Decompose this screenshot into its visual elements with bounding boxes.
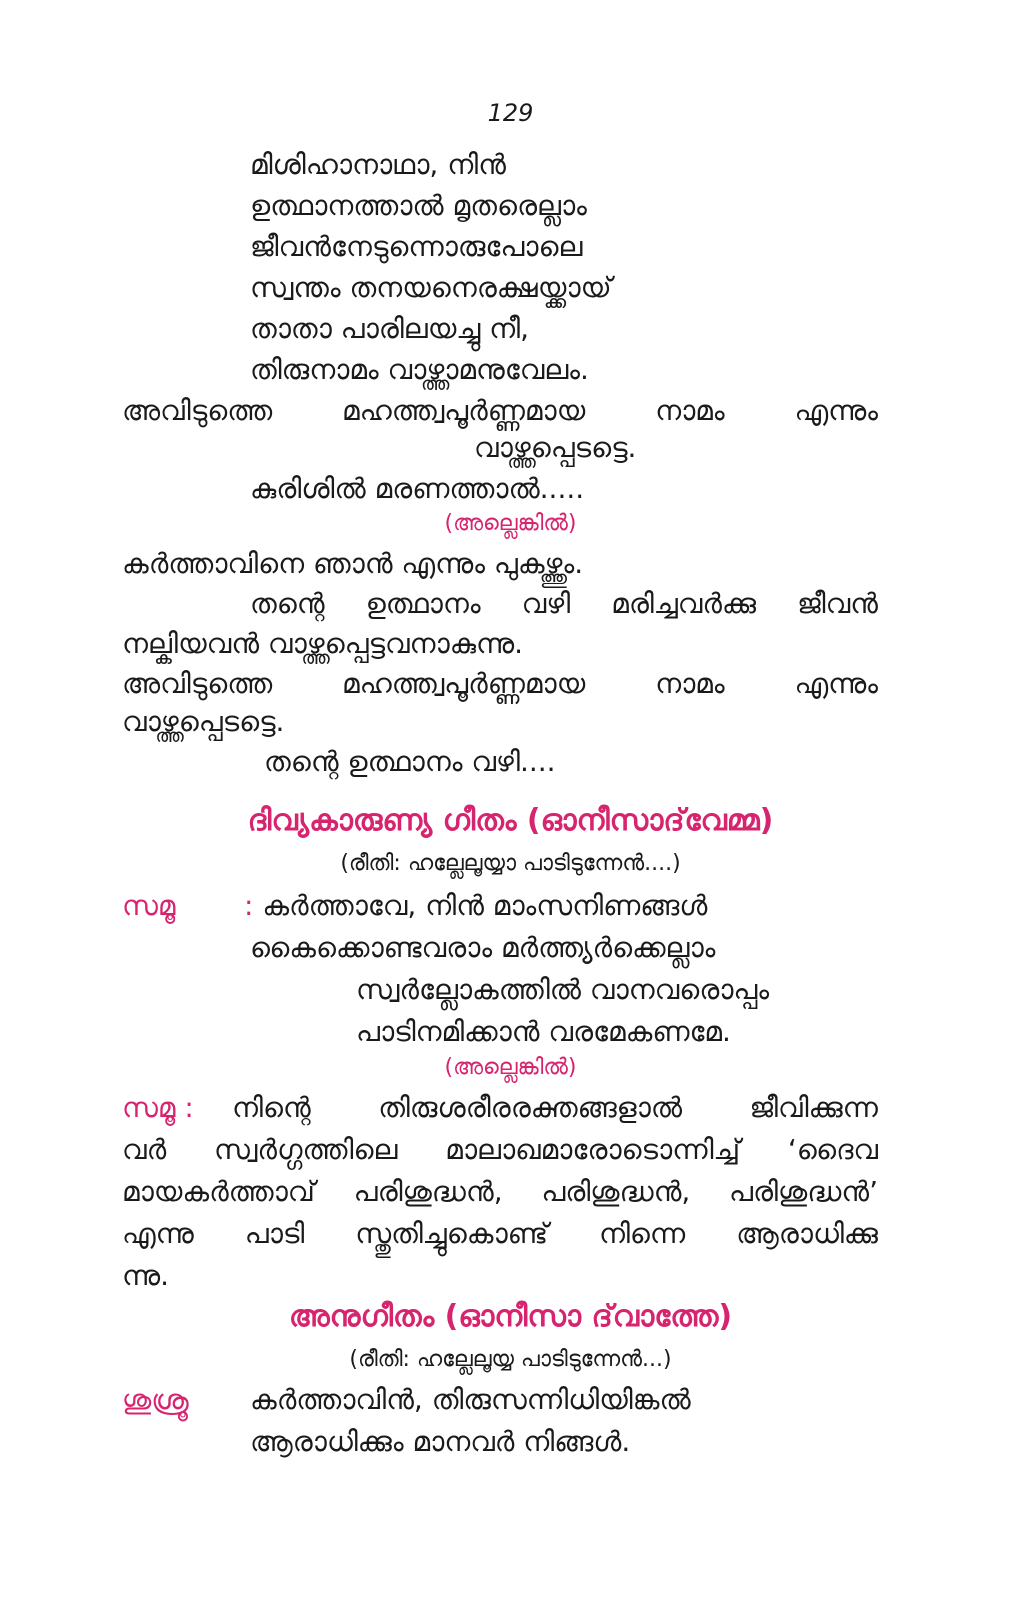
stanza1-line-3: ജീവൻനേടുന്നൊരുപോലെ [250,230,583,263]
stanza1-line-2: ഉത്ഥാനത്താൽ മൃതരെല്ലാം [250,189,587,222]
samu1-colon: : [244,889,254,922]
alt-line-4: അവിടുത്തെ മഹത്ത്വപൂർണ്ണമായ നാമം എന്നും [122,667,878,700]
shushru-line-1: കർത്താവിൻ, തിരുസന്നിധിയിങ്കൽ [250,1383,691,1416]
alt-line-1: കർത്താവിനെ ഞാൻ എന്നും പുകഴ്ത്തും. [122,547,584,580]
samu-label-1: സമൂ [122,889,176,922]
samu1-line-4: പാടിനമിക്കാൻ വരമേകണമേ. [356,1015,731,1048]
stanza1-line-5: താതാ പാരിലയച്ചു നീ, [250,312,530,345]
alt-line-2: തന്റെ ഉത്ഥാനം വഴി മരിച്ചവർക്കു ജീവൻ [250,587,878,620]
samu2-line-5: ന്നു. [122,1259,170,1292]
samu1-line-1-wrap [244,886,707,926]
samu2-line-4: എന്നു പാടി സ്തുതിച്ചുകൊണ്ട് നിന്നെ ആരാധിക്കു [122,1217,878,1250]
response1-line-1: അവിടുത്തെ മഹത്ത്വപൂർണ്ണമായ നാമം എന്നും [122,394,878,427]
tune-2: (രീതി: ഹല്ലേലൂയ്യ പാടിടുന്നേൻ...) [349,1347,672,1372]
samu1-line-1: കർത്താവേ, നിൻ മാംസനിണങ്ങൾ [262,889,708,922]
or-label-2: (അല്ലെങ്കിൽ) [444,1055,577,1080]
page-number: 129 [487,99,534,127]
samu1-line-2: കൈക്കൊണ്ടവരാം മർത്ത്യർക്കെല്ലാം [250,931,716,964]
stanza1-line-1: മിശിഹാനാഥാ, നിൻ [250,148,506,181]
shushru-line-2: ആരാധിക്കും മാനവർ നിങ്ങൾ. [250,1425,631,1458]
shushru-label: ശുശ്രൂ [122,1383,189,1416]
alt-line-5: വാഴ്ത്തപ്പെടട്ടെ. [122,705,285,738]
tune-1: (രീതി: ഹല്ലേലൂയ്യാ പാടിടുന്നേൻ....) [340,851,681,876]
alt-line-3: നല്കിയവൻ വാഴ്ത്തപ്പെട്ടവനാകുന്നു. [122,627,524,660]
heading-divya-karunya-geetham: ദിവ്യകാരുണ്യ ഗീതം (ഓനീസാദ്‌വേമ്മ) [247,803,774,838]
heading-anugeetham: അനുഗീതം (ഓനീസാ ദ്‌വാത്തേ) [288,1299,733,1334]
alt-line-6: തന്റെ ഉത്ഥാനം വഴി.... [264,745,556,778]
response1-line-2: വാഴ്ത്തപ്പെടട്ടെ. [474,431,637,464]
samu2-line-1: നിന്റെ തിരുശരീരരക്തങ്ങളാൽ ജീവിക്കുന്ന [232,1091,878,1124]
refrain-1: കുരിശിൽ മരണത്താൽ..... [250,472,585,505]
samu1-line-3: സ്വർല്ലോകത്തിൽ വാനവരൊപ്പം [356,973,770,1006]
or-label-1: (അല്ലെങ്കിൽ) [444,511,577,536]
stanza1-line-4: സ്വന്തം തനയനെരക്ഷയ്ക്കായ് [250,271,612,304]
samu2-line-3: മായകർത്താവ് പരിശുദ്ധൻ, പരിശുദ്ധൻ, പരിശുദ്ധൻ’ [122,1175,878,1208]
stanza1-line-6: തിരുനാമം വാഴ്ത്താമനുവേലം. [250,353,589,386]
samu-label-2: സമൂ : [122,1091,194,1124]
samu2-line-2: വർ സ്വർഗ്ഗത്തിലെ മാലാഖമാരോടൊന്നിച്ച് ‘ദൈവ [122,1133,878,1166]
